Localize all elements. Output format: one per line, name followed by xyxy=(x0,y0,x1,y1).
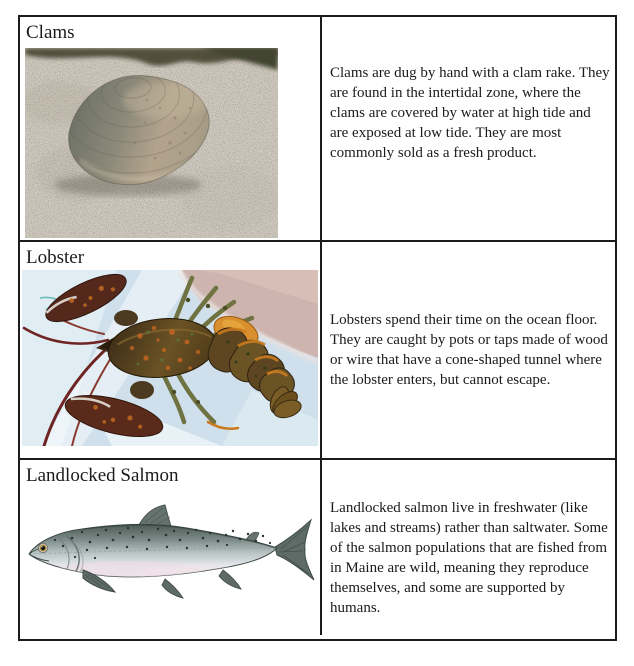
lobster-photo-svg xyxy=(22,270,318,446)
species-cell-clams xyxy=(20,17,322,240)
clam-photo xyxy=(25,48,320,238)
description-cell-clams xyxy=(322,17,615,240)
species-title: Lobster xyxy=(26,247,85,268)
table-row-clams xyxy=(20,17,615,240)
salmon-illustration-svg xyxy=(27,502,318,599)
salmon-illustration xyxy=(27,502,320,599)
clam-photo-svg xyxy=(25,48,278,238)
table-row-lobster xyxy=(20,240,615,458)
lobster-photo xyxy=(22,270,320,446)
description-cell-lobster xyxy=(322,242,615,458)
species-title: Landlocked Salmon xyxy=(26,465,179,486)
table-row-salmon xyxy=(20,458,615,635)
species-table xyxy=(18,15,617,641)
species-cell-salmon xyxy=(20,460,322,635)
fish-eye xyxy=(38,543,47,552)
species-title: Clams xyxy=(26,22,75,43)
species-description: Clams are dug by hand with a clam rake. They are found in the intertidal zone, where the clams are covered by water at high tide and are exposed at low tide. They are most commonly sold as a fresh product. xyxy=(330,65,610,161)
species-description: Landlocked salmon live in freshwater (like lakes and streams) rather than saltwater. Some of the salmon populations that are fished from in Maine are wild, meaning they reproduce themselves, and some are supported by humans. xyxy=(330,499,608,616)
species-cell-lobster xyxy=(20,242,322,458)
description-cell-salmon xyxy=(322,460,615,635)
species-description: Lobsters spend their time on the ocean floor. They are caught by pots or taps made of wood or wire that have a cone-shaped tunnel where the lobster enters, but cannot escape. xyxy=(330,312,608,388)
